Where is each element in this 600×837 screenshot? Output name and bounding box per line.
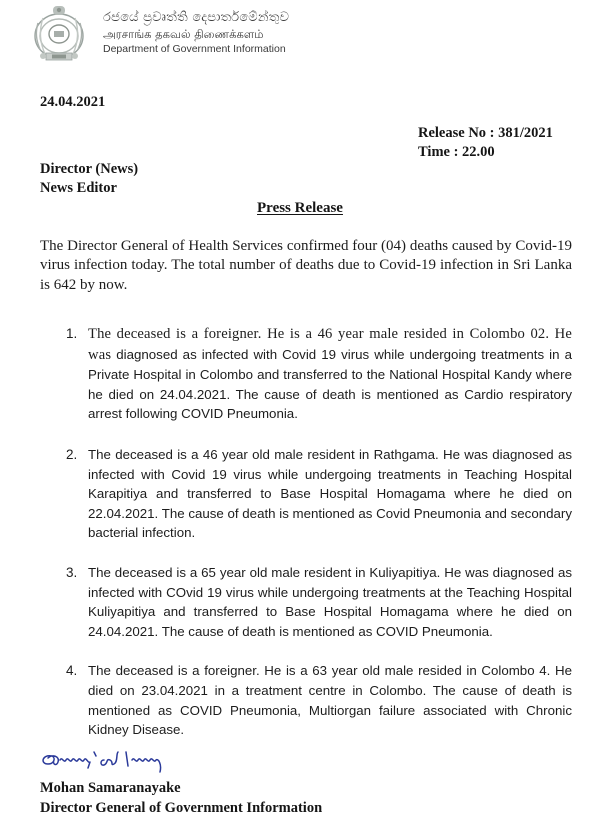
case-number: 1.: [66, 326, 78, 341]
document-title: [0, 200, 600, 217]
sri-lanka-emblem-icon: [30, 3, 88, 65]
document-title-text: Press Release: [257, 200, 343, 216]
case-item: [0, 445, 572, 543]
case-lead-text: The deceased is a foreigner. He is a 46 year male resided in Colombo 02. He was: [88, 326, 572, 363]
letterhead-tamil-name: அரசாங்க தகவல் திணைக்களம்: [103, 27, 264, 41]
signer-title: Director General of Government Information: [40, 800, 323, 816]
case-text: [88, 324, 572, 424]
intro-paragraph: The Director General of Health Services confirmed four (04) deaths caused by Covid-19 virus infection today. The total number of deaths due to Covid-19 infection in Sri Lanka is 642 by now.: [40, 238, 572, 293]
case-body-text: diagnosed as infected with Covid 19 virus while undergoing treatments in a Private Hospital in Colombo and transferred to the National Hospital Kandy where he died on 24.04.2021. The cause of death is mentioned as Cardio respiratory arrest following COVID Pneumonia.: [88, 346, 572, 422]
letterhead-english-name: Department of Government Information: [103, 43, 286, 55]
signer-name: Mohan Samaranayake: [40, 780, 181, 796]
case-number: 2.: [66, 446, 78, 462]
case-number: 3.: [66, 564, 78, 580]
case-text: The deceased is a 46 year old male resident in Rathgama. He was diagnosed as infected with Covid 19 virus while undergoing treatments in Teaching Hospital Karapitiya and transferred to Base Hospital Homagama where he died on 22.04.2021. The cause of death is mentioned as Covid Pneumonia and secondary bacterial infection.: [88, 446, 572, 541]
case-text: The deceased is a foreigner. He is a 63 year old male resided in Colombo 4. He died on 23.04.2021 in a treatment centre in Colombo. The cause of death is mentioned as COVID Pneumonia, Multiorgan failure associated with Chronic Kidney Disease.: [88, 663, 572, 738]
recipient-director-news: Director (News): [40, 161, 139, 177]
release-date: 24.04.2021: [40, 94, 106, 110]
release-number: Release No : 381/2021: [418, 125, 553, 141]
cases-list: [0, 324, 600, 760]
case-item: [0, 563, 572, 641]
release-time: Time : 22.00: [418, 144, 495, 160]
case-item: [0, 661, 572, 739]
case-text: The deceased is a 65 year old male resident in Kuliyapitiya. He was diagnosed as infected with COvid 19 virus while undergoing treatments at the Teaching Hospital Kuliyapitiya and transferred to Base Hospital Homagama where he died on 24.04.2021. The cause of death is mentioned as COVID Pneumonia.: [88, 564, 572, 639]
case-item: [0, 324, 572, 424]
case-number: 4.: [66, 663, 78, 679]
handwritten-signature-icon: [38, 746, 198, 780]
letterhead-sinhala-name: රජයේ ප්‍රවෘත්ති දෙපාර්තමේන්තුව: [103, 10, 290, 25]
recipient-news-editor: News Editor: [40, 180, 117, 196]
